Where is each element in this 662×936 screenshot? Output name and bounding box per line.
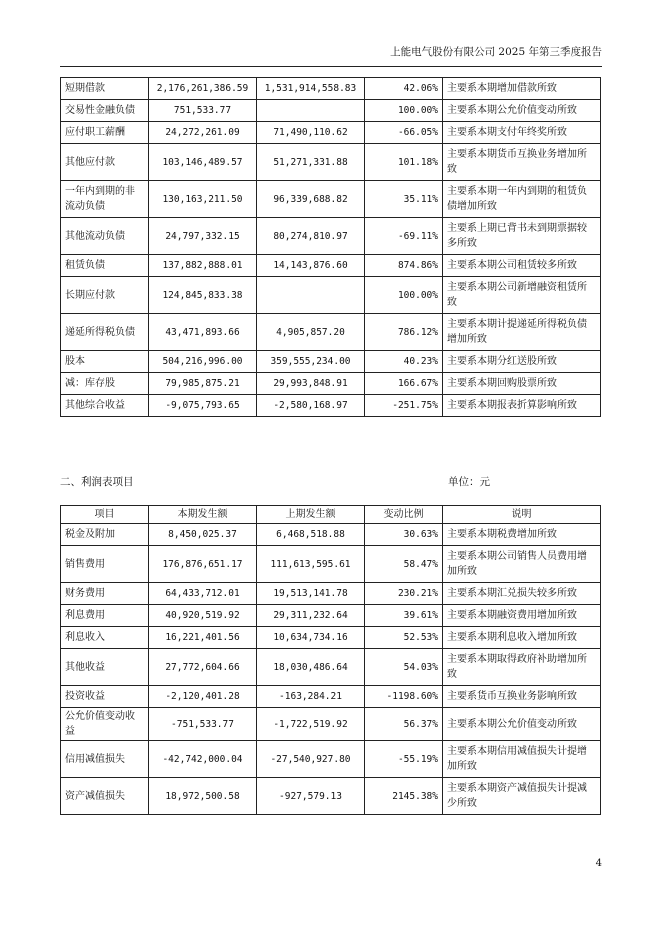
table-row [61, 686, 601, 708]
cell-previous: 1,531,914,558.83 [257, 78, 365, 100]
cell-previous: 80,274,810.97 [257, 218, 365, 255]
cell-previous: 29,993,848.91 [257, 373, 365, 395]
cell-item: 信用减值损失 [61, 741, 149, 778]
cell-change: 52.53% [365, 627, 443, 649]
header-previous: 上期发生额 [257, 506, 365, 524]
cell-current: -2,120,401.28 [149, 686, 257, 708]
unit-label: 单位：元 [448, 476, 490, 488]
table-row [61, 314, 601, 351]
cell-note: 主要系货币互换业务影响所致 [443, 686, 601, 708]
cell-previous [257, 100, 365, 122]
table-row [61, 627, 601, 649]
cell-previous: 359,555,234.00 [257, 351, 365, 373]
cell-current: 504,216,996.00 [149, 351, 257, 373]
cell-current: 751,533.77 [149, 100, 257, 122]
cell-note: 主要系本期回购股票所致 [443, 373, 601, 395]
table-row [61, 277, 601, 314]
table-row [61, 255, 601, 277]
cell-item: 公允价值变动收益 [61, 708, 149, 741]
cell-change: 166.67% [365, 373, 443, 395]
cell-item: 租赁负债 [61, 255, 149, 277]
cell-current: 16,221,401.56 [149, 627, 257, 649]
cell-item: 交易性金融负债 [61, 100, 149, 122]
cell-note: 主要系本期报表折算影响所致 [443, 395, 601, 417]
cell-change: 100.00% [365, 100, 443, 122]
table-row [61, 605, 601, 627]
cell-change: 101.18% [365, 144, 443, 181]
cell-item: 减：库存股 [61, 373, 149, 395]
cell-item: 其他流动负债 [61, 218, 149, 255]
cell-item: 其他综合收益 [61, 395, 149, 417]
cell-change: 58.47% [365, 546, 443, 583]
cell-change: -66.05% [365, 122, 443, 144]
cell-current: 79,985,875.21 [149, 373, 257, 395]
table-row [61, 218, 601, 255]
cell-note: 主要系本期支付年终奖所致 [443, 122, 601, 144]
cell-change: 54.03% [365, 649, 443, 686]
cell-change: 56.37% [365, 708, 443, 741]
cell-note: 主要系本期融资费用增加所致 [443, 605, 601, 627]
cell-current: 18,972,500.58 [149, 778, 257, 815]
cell-current: 43,471,893.66 [149, 314, 257, 351]
cell-previous: 51,271,331.88 [257, 144, 365, 181]
cell-note: 主要系本期货币互换业务增加所致 [443, 144, 601, 181]
cell-change: 874.86% [365, 255, 443, 277]
cell-change: 40.23% [365, 351, 443, 373]
table-row [61, 373, 601, 395]
cell-previous: 6,468,518.88 [257, 524, 365, 546]
cell-current: 24,797,332.15 [149, 218, 257, 255]
cell-note: 主要系本期公司新增融资租赁所致 [443, 277, 601, 314]
page-number: 4 [595, 858, 602, 869]
header-note: 说明 [443, 506, 601, 524]
cell-note: 主要系本期公司销售人员费用增加所致 [443, 546, 601, 583]
cell-item: 利息费用 [61, 605, 149, 627]
cell-current: 130,163,211.50 [149, 181, 257, 218]
table-row [61, 649, 601, 686]
table-row [61, 181, 601, 218]
cell-note: 主要系本期税费增加所致 [443, 524, 601, 546]
cell-item: 其他应付款 [61, 144, 149, 181]
cell-previous: 18,030,486.64 [257, 649, 365, 686]
cell-change: -1198.60% [365, 686, 443, 708]
table-row [61, 546, 601, 583]
cell-current: 137,882,888.01 [149, 255, 257, 277]
table-row [61, 778, 601, 815]
cell-note: 主要系本期公司租赁较多所致 [443, 255, 601, 277]
table-row [61, 708, 601, 741]
cell-note: 主要系本期汇兑损失较多所致 [443, 583, 601, 605]
cell-previous [257, 277, 365, 314]
cell-item: 应付职工薪酬 [61, 122, 149, 144]
cell-change: 100.00% [365, 277, 443, 314]
cell-previous: 96,339,688.82 [257, 181, 365, 218]
table-row [61, 524, 601, 546]
cell-note: 主要系本期增加借款所致 [443, 78, 601, 100]
table-row [61, 78, 601, 100]
cell-item: 销售费用 [61, 546, 149, 583]
cell-item: 长期应付款 [61, 277, 149, 314]
table-row [61, 583, 601, 605]
cell-note: 主要系本期资产减值损失计提减少所致 [443, 778, 601, 815]
table-row [61, 100, 601, 122]
cell-change: 42.06% [365, 78, 443, 100]
cell-item: 税金及附加 [61, 524, 149, 546]
cell-previous: 19,513,141.78 [257, 583, 365, 605]
cell-current: -9,075,793.65 [149, 395, 257, 417]
cell-current: 64,433,712.01 [149, 583, 257, 605]
cell-current: 40,920,519.92 [149, 605, 257, 627]
cell-item: 投资收益 [61, 686, 149, 708]
header-divider [60, 66, 602, 67]
cell-note: 主要系本期计提递延所得税负债增加所致 [443, 314, 601, 351]
cell-item: 一年内到期的非流动负债 [61, 181, 149, 218]
header-item: 项目 [61, 506, 149, 524]
cell-note: 主要系本期信用减值损失计提增加所致 [443, 741, 601, 778]
cell-previous: -927,579.13 [257, 778, 365, 815]
cell-note: 主要系本期公允价值变动所致 [443, 100, 601, 122]
cell-previous: 4,905,857.20 [257, 314, 365, 351]
cell-previous: -163,284.21 [257, 686, 365, 708]
cell-item: 股本 [61, 351, 149, 373]
cell-note: 主要系本期利息收入增加所致 [443, 627, 601, 649]
cell-previous: 71,490,110.62 [257, 122, 365, 144]
balance-sheet-changes-table [60, 77, 601, 417]
cell-current: -42,742,000.04 [149, 741, 257, 778]
cell-previous: 111,613,595.61 [257, 546, 365, 583]
cell-note: 主要系上期已背书未到期票据较多所致 [443, 218, 601, 255]
cell-item: 其他收益 [61, 649, 149, 686]
table-row [61, 395, 601, 417]
cell-change: 30.63% [365, 524, 443, 546]
cell-current: 27,772,604.66 [149, 649, 257, 686]
cell-change: -69.11% [365, 218, 443, 255]
header-current: 本期发生额 [149, 506, 257, 524]
report-header: 上能电气股份有限公司 2025 年第三季度报告 [390, 46, 602, 58]
cell-note: 主要系本期取得政府补助增加所致 [443, 649, 601, 686]
cell-current: 24,272,261.09 [149, 122, 257, 144]
cell-previous: 10,634,734.16 [257, 627, 365, 649]
cell-current: -751,533.77 [149, 708, 257, 741]
cell-change: -55.19% [365, 741, 443, 778]
section-title: 二、利润表项目 [60, 476, 134, 488]
cell-current: 8,450,025.37 [149, 524, 257, 546]
cell-current: 2,176,261,386.59 [149, 78, 257, 100]
cell-current: 124,845,833.38 [149, 277, 257, 314]
table-row [61, 351, 601, 373]
cell-note: 主要系本期一年内到期的租赁负债增加所致 [443, 181, 601, 218]
cell-previous: 14,143,876.60 [257, 255, 365, 277]
cell-change: 39.61% [365, 605, 443, 627]
header-change: 变动比例 [365, 506, 443, 524]
cell-item: 递延所得税负债 [61, 314, 149, 351]
cell-change: -251.75% [365, 395, 443, 417]
cell-previous: -27,540,927.80 [257, 741, 365, 778]
cell-change: 786.12% [365, 314, 443, 351]
table-row [61, 741, 601, 778]
cell-change: 2145.38% [365, 778, 443, 815]
cell-previous: -1,722,519.92 [257, 708, 365, 741]
cell-item: 利息收入 [61, 627, 149, 649]
cell-current: 176,876,651.17 [149, 546, 257, 583]
table-row [61, 122, 601, 144]
income-statement-changes-table [60, 505, 601, 815]
table-row [61, 144, 601, 181]
cell-previous: 29,311,232.64 [257, 605, 365, 627]
cell-current: 103,146,489.57 [149, 144, 257, 181]
cell-item: 资产减值损失 [61, 778, 149, 815]
cell-note: 主要系本期分红送股所致 [443, 351, 601, 373]
cell-change: 35.11% [365, 181, 443, 218]
cell-item: 短期借款 [61, 78, 149, 100]
cell-item: 财务费用 [61, 583, 149, 605]
cell-note: 主要系本期公允价值变动所致 [443, 708, 601, 741]
table-header-row [61, 506, 601, 524]
cell-previous: -2,580,168.97 [257, 395, 365, 417]
cell-change: 230.21% [365, 583, 443, 605]
